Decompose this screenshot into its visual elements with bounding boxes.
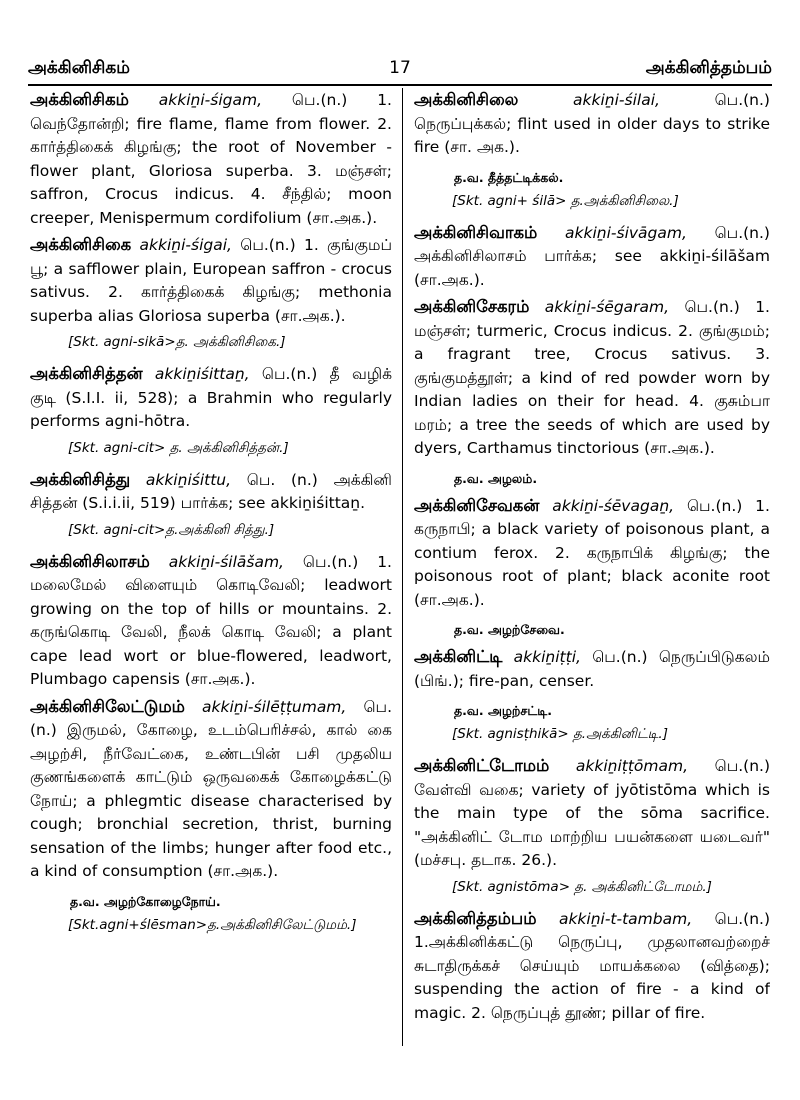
entry-definition: 1. கருநாபி; a black variety of poisonous plant, a contium ferox. 2. கருநாபிக் கிழங்கு; the poisonous root of plant; black aconite root (சா.அக.). xyxy=(414,496,770,609)
entry-etymology: [Skt. agni-sikā>த. அக்கினிசிகை.] xyxy=(68,334,286,350)
entry-transliteration: akkiṉiṭṭi, xyxy=(513,648,581,666)
entry-transliteration: akkiṉi-śigam, xyxy=(158,91,263,109)
entry-part-of-speech: பெ.(n.) xyxy=(592,648,648,666)
entry-definition: தீ வழிக் குடி (S.I.I. ii, 528); a Brahmin who regularly performs agni-hōtra. xyxy=(30,365,392,430)
entry-headword: அக்கினிசிலேட்டுமம் xyxy=(30,696,185,716)
entry-headword: அக்கினிசித்து xyxy=(30,469,131,489)
entry-transliteration: akkiṉi-t-tambam, xyxy=(558,909,693,928)
entry-definition: நெருப்பிடுகலம் (பிங்.); fire-pan, censer. xyxy=(414,648,770,690)
entry-part-of-speech: பெ.(n.) xyxy=(302,552,359,571)
page-header xyxy=(28,58,772,86)
dictionary-entry xyxy=(30,550,392,692)
entry-tamil-coinage: த.வ. அழலம். xyxy=(454,470,538,486)
entry-etymology: [Skt. agni-cit>த.அக்கினி சித்து.] xyxy=(68,521,275,538)
entry-part-of-speech: பெ.(n.) xyxy=(714,223,770,242)
entry-transliteration: akkiṉi-śēgaram, xyxy=(544,298,670,316)
entry-headword: அக்கினிட்டோமம் xyxy=(414,756,550,775)
entry-part-of-speech: பெ.(n.) xyxy=(240,236,296,254)
entry-etymology: [Skt. agni+ śilā> த.அக்கினிசிலை.] xyxy=(452,192,679,209)
entry-tamil-coinage: த.வ. தீத்தட்டிக்கல். xyxy=(454,169,564,185)
entry-part-of-speech: பெ.(n.) xyxy=(261,365,318,383)
entry-part-of-speech: பெ.(n.) xyxy=(686,496,743,515)
column-divider xyxy=(402,88,403,1046)
entry-etymology: [Skt. agni-cit> த. அக்கினிசித்தன்.] xyxy=(68,439,289,456)
entry-part-of-speech: பெ.(n.) xyxy=(291,91,348,109)
entry-headword: அக்கினித்தம்பம் xyxy=(414,908,537,928)
entry-transliteration: akkiṉi-śilāšam, xyxy=(168,552,284,571)
entry-part-of-speech: பெ.(n.) xyxy=(714,91,770,109)
right-column xyxy=(414,88,770,1092)
entry-definition: அக்கினி சித்தன் (S.i.i.ii, 519) பார்க்க; see akkiṉiśittaṉ. xyxy=(30,470,392,512)
entry-etymology: [Skt. agnisṭhikā> த.அக்கினிட்டி.] xyxy=(452,726,668,742)
entry-etymology: [Skt. agnistōma> த. அக்கினிட்டோமம்.] xyxy=(452,878,712,895)
entry-tamil-coinage: த.வ. அழற்சேவை. xyxy=(454,622,565,637)
entry-definition: 1. வெந்தோன்றி; fire flame, flame from flower. 2. கார்த்திகைக் கிழங்கு; the root of November - flower plant, Gloriosa superba. 3. மஞ்சள்; saffron, Crocus indicus. 4. சீந்தில்; moon creeper, Menispermum cordifolium (சா.அக.). xyxy=(30,91,392,227)
left-column xyxy=(30,88,392,1092)
entry-headword: அக்கினிசிலாசம் xyxy=(30,551,150,571)
entry-transliteration: akkiṉiśittu, xyxy=(145,470,232,489)
entry-part-of-speech: பெ.(n.) xyxy=(714,757,770,775)
entry-headword: அக்கினிசிலை xyxy=(414,90,519,109)
entry-definition: 1.அக்கினிக்கட்டு நெருப்பு, முதலானவற்றைச் சுடாதிருக்கச் செய்யும் மாயக்கலை (வித்தை); suspending the action of fire - a kind of magic. 2. நெருப்புத் தூண்; pillar of fire. xyxy=(414,933,770,1022)
entry-definition: அக்கினிசிலாசம் பார்க்க; see akkiṉi-śilāšam (சா.அக.). xyxy=(414,247,770,289)
dictionary-entry xyxy=(414,494,770,613)
entry-definition: 1. குங்குமப் பூ; a safflower plain, European saffron - crocus sativus. 2. கார்த்திகைக் கிழங்கு; methonia superba alias Gloriosa superba (சா.அக.). xyxy=(30,236,392,325)
entry-headword: அக்கினிசிகை xyxy=(30,235,132,254)
entry-part-of-speech: பெ.(n.) xyxy=(684,298,740,316)
header-left-guide-word: அக்கினிசிகம் xyxy=(28,58,130,78)
entry-definition: நெருப்புக்கல்; flint used in older days to strike fire (சா. அக.). xyxy=(414,114,770,156)
dictionary-entry xyxy=(30,468,392,516)
entry-definition: இருமல், கோழை, உடம்பெரிச்சல், கால் கை அழற்சி, நீர்வேட்கை, உண்டபின் பசி முதலிய குணங்களைக் காட்டும் ஒருவகைக் கோழைக்கட்டு நோய்; a phlegmtic disease characterised by cough; bronchial secretion, thrist, burning sensation of the limbs; hunger after food etc., a kind of consumption (சா.அக.). xyxy=(30,721,392,880)
dictionary-entry xyxy=(414,221,770,293)
entry-transliteration: akkiṉi-śilēṭṭumam, xyxy=(202,697,347,716)
entry-headword: அக்கினிசிகம் xyxy=(30,90,129,109)
entry-tamil-coinage: த.வ. அழற்சட்டி. xyxy=(454,703,552,718)
entry-transliteration: akkiṉi-śigai, xyxy=(139,236,232,254)
dictionary-entry xyxy=(414,295,770,461)
page-number: 17 xyxy=(389,58,411,78)
entry-part-of-speech: பெ.(n.) xyxy=(714,909,770,928)
dictionary-entry xyxy=(414,907,770,1026)
entry-headword: அக்கினிட்டி xyxy=(414,647,503,666)
dictionary-entry xyxy=(414,754,770,873)
entry-part-of-speech: பெ.(n.) xyxy=(30,697,392,739)
entry-headword: அக்கினிசேவகன் xyxy=(414,495,540,515)
entry-transliteration: akkiṉi-śilai, xyxy=(573,91,660,109)
entry-definition: 1. மஞ்சள்; turmeric, Crocus indicus. 2. குங்குமம்; a fragrant tree, Crocus sativus. 3. குங்குமத்தூள்; a kind of red powder worn by Indian ladies on their for head. 4. குசும்பா மரம்; a tree the seeds of which are used by dyers, Carthamus tinctorious (சா.அக.). xyxy=(414,298,770,457)
dictionary-entry xyxy=(30,88,392,230)
header-right-guide-word: அக்கினித்தம்பம் xyxy=(645,58,772,78)
entry-transliteration: akkiṉiśittaṉ, xyxy=(154,365,250,383)
entry-transliteration: akkiṉi-śivāgam, xyxy=(565,223,687,242)
entry-headword: அக்கினிசித்தன் xyxy=(30,364,143,383)
entry-definition: வேள்வி வகை; variety of jyōtistōma which is the main type of the sōma sacrifice. "அக்கினிட் டோம மாற்றிய பயன்களை யடைவர்" (மச்சபு. தடாக. 26.). xyxy=(414,780,770,869)
entry-part-of-speech: பெ. (n.) xyxy=(246,470,318,489)
entry-headword: அக்கினிசிவாகம் xyxy=(414,222,538,242)
entry-transliteration: akkiṉiṭṭōmam, xyxy=(575,757,689,775)
dictionary-entry xyxy=(30,695,392,884)
entry-etymology: [Skt.agni+ślēsman>த.அக்கினிசிலேட்டுமம்.] xyxy=(68,916,357,933)
dictionary-entry xyxy=(30,362,392,434)
dictionary-entry xyxy=(414,645,770,693)
entry-headword: அக்கினிசேகரம் xyxy=(414,297,530,316)
entry-transliteration: akkiṉi-śēvagaṉ, xyxy=(552,496,675,515)
entry-definition: 1. மலைமேல் விளையும் கொடிவேலி; leadwort growing on the top of hills or mountains. 2. கருங்கொடி வேலி, நீலக் கொடி வேலி; a plant cape lead wort or blue-flowered, leadwort, Plumbago capensis (சா.அக.). xyxy=(30,552,392,688)
dictionary-entry xyxy=(30,233,392,328)
entry-tamil-coinage: த.வ. அழற்கோழைநோய். xyxy=(70,893,221,909)
dictionary-entry xyxy=(414,88,770,160)
